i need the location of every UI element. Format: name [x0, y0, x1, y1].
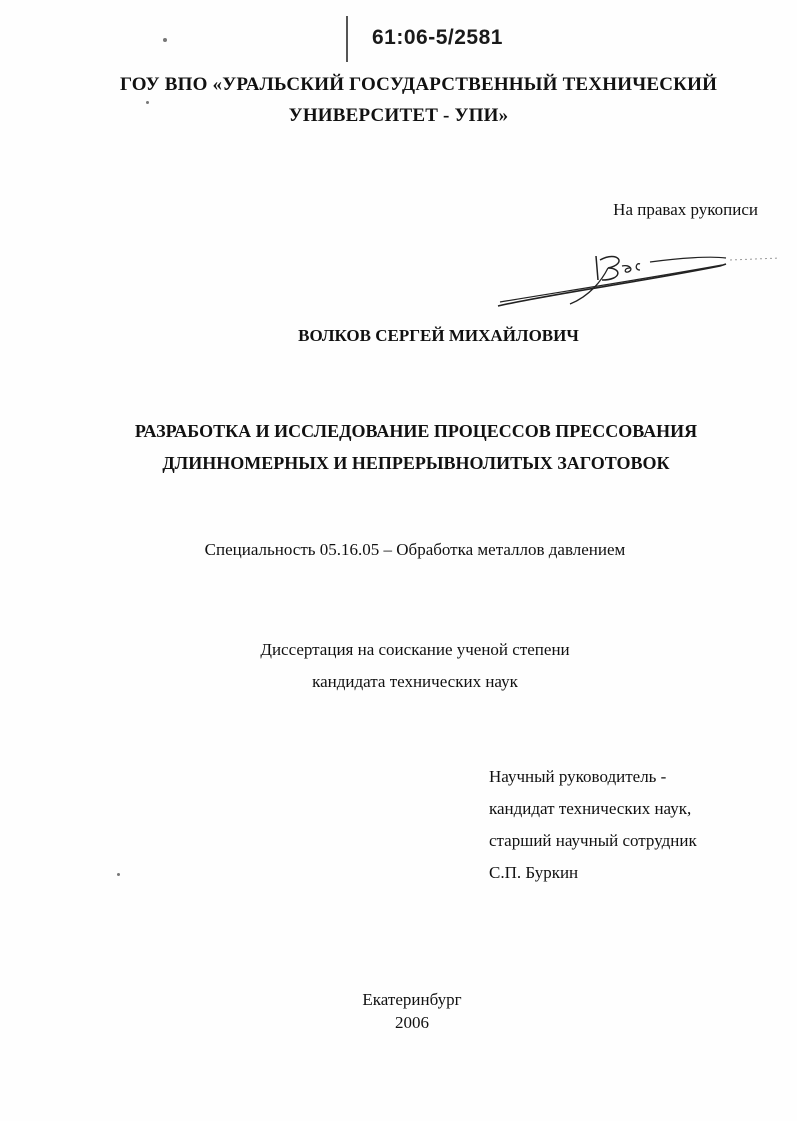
scientific-advisor	[489, 761, 697, 889]
scan-artifact-dot	[146, 101, 149, 104]
specialty: Специальность 05.16.05 – Обработка металлов давлением	[204, 540, 626, 559]
title-line1: РАЗРАБОТКА И ИССЛЕДОВАНИЕ ПРОЦЕССОВ ПРЕССОВАНИЯ	[134, 421, 698, 441]
author-name: ВОЛКОВ СЕРГЕЙ МИХАЙЛОВИЧ	[298, 326, 579, 345]
dissertation-title	[0, 415, 797, 479]
title-line2: ДЛИННОМЕРНЫХ И НЕПРЕРЫВНОЛИТЫХ ЗАГОТОВОК	[162, 453, 670, 473]
scan-artifact-line	[346, 16, 348, 62]
archive-stamp: 61:06-5/2581	[372, 26, 503, 49]
university-name-line2: УНИВЕРСИТЕТ - УПИ»	[288, 105, 509, 126]
degree-line2: кандидата технических наук	[312, 672, 518, 691]
advisor-line2: кандидат технических наук,	[489, 799, 692, 818]
degree-line1: Диссертация на соискание ученой степени	[260, 640, 570, 659]
advisor-line3: старший научный сотрудник	[489, 831, 697, 850]
year: 2006	[395, 1013, 429, 1032]
advisor-name: С.П. Буркин	[489, 863, 579, 882]
place-and-year	[0, 988, 797, 1034]
manuscript-note: На правах рукописи	[613, 200, 758, 219]
dissertation-degree	[0, 634, 797, 698]
advisor-line1: Научный руководитель -	[489, 767, 667, 786]
university-name-line1: ГОУ ВПО «УРАЛЬСКИЙ ГОСУДАРСТВЕННЫЙ ТЕХНИЧЕСКИЙ	[119, 74, 718, 95]
scan-artifact-dot	[117, 873, 120, 876]
scan-artifact-dot	[163, 38, 167, 42]
city: Екатеринбург	[362, 990, 462, 1009]
author-signature	[490, 240, 790, 312]
